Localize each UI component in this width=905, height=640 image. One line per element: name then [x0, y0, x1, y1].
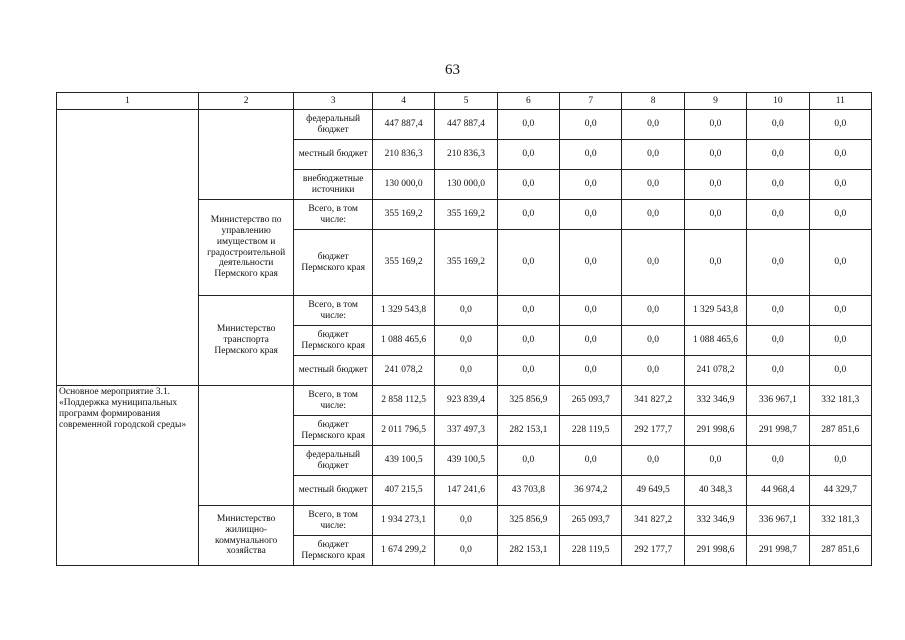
amount-cell: 0,0	[497, 230, 559, 296]
funding-source-cell: бюджет Пермского края	[294, 230, 372, 296]
amount-cell: 44 968,4	[747, 476, 809, 506]
amount-cell: 0,0	[560, 200, 622, 230]
executor-cell	[198, 386, 294, 506]
amount-cell: 0,0	[560, 446, 622, 476]
amount-cell: 291 998,6	[684, 536, 746, 566]
funding-source-cell: федеральный бюджет	[294, 446, 372, 476]
amount-cell: 0,0	[560, 170, 622, 200]
funding-source-cell: Всего, в том числе:	[294, 200, 372, 230]
amount-cell: 0,0	[809, 326, 871, 356]
header-cell: 10	[747, 93, 809, 110]
funding-source-cell: Всего, в том числе:	[294, 506, 372, 536]
amount-cell: 341 827,2	[622, 506, 684, 536]
amount-cell: 0,0	[809, 170, 871, 200]
executor-cell: Министерство жилищно-коммунального хозяйства	[198, 506, 294, 566]
amount-cell: 0,0	[747, 200, 809, 230]
amount-cell: 291 998,7	[747, 416, 809, 446]
amount-cell: 0,0	[622, 200, 684, 230]
table-row	[57, 110, 872, 140]
amount-cell: 0,0	[747, 446, 809, 476]
amount-cell: 0,0	[622, 140, 684, 170]
amount-cell: 355 169,2	[372, 230, 434, 296]
header-cell: 9	[684, 93, 746, 110]
amount-cell: 0,0	[622, 170, 684, 200]
executor-cell	[198, 110, 294, 200]
amount-cell: 0,0	[809, 230, 871, 296]
amount-cell: 0,0	[560, 326, 622, 356]
amount-cell: 0,0	[684, 140, 746, 170]
amount-cell: 130 000,0	[435, 170, 497, 200]
amount-cell: 40 348,3	[684, 476, 746, 506]
amount-cell: 0,0	[497, 326, 559, 356]
amount-cell: 228 119,5	[560, 536, 622, 566]
amount-cell: 1 674 299,2	[372, 536, 434, 566]
amount-cell: 355 169,2	[372, 200, 434, 230]
header-cell: 1	[57, 93, 199, 110]
executor-cell: Министерство по управлению имуществом и градостроительной деятельности Пермского края	[198, 200, 294, 296]
amount-cell: 0,0	[497, 446, 559, 476]
amount-cell: 355 169,2	[435, 230, 497, 296]
amount-cell: 0,0	[622, 230, 684, 296]
amount-cell: 0,0	[747, 110, 809, 140]
amount-cell: 0,0	[622, 296, 684, 326]
amount-cell: 0,0	[435, 506, 497, 536]
funding-source-cell: внебюджетные источники	[294, 170, 372, 200]
funding-source-cell: местный бюджет	[294, 356, 372, 386]
amount-cell: 0,0	[560, 110, 622, 140]
amount-cell: 292 177,7	[622, 536, 684, 566]
amount-cell: 0,0	[560, 140, 622, 170]
amount-cell: 0,0	[747, 140, 809, 170]
amount-cell: 337 497,3	[435, 416, 497, 446]
amount-cell: 0,0	[497, 170, 559, 200]
funding-source-cell: федеральный бюджет	[294, 110, 372, 140]
amount-cell: 0,0	[809, 200, 871, 230]
amount-cell: 292 177,7	[622, 416, 684, 446]
amount-cell: 332 346,9	[684, 506, 746, 536]
amount-cell: 0,0	[747, 170, 809, 200]
amount-cell: 0,0	[809, 356, 871, 386]
amount-cell: 0,0	[497, 296, 559, 326]
amount-cell: 2 858 112,5	[372, 386, 434, 416]
header-cell: 8	[622, 93, 684, 110]
amount-cell: 355 169,2	[435, 200, 497, 230]
page-number: 63	[445, 62, 460, 78]
amount-cell: 0,0	[435, 356, 497, 386]
amount-cell: 210 836,3	[372, 140, 434, 170]
amount-cell: 287 851,6	[809, 536, 871, 566]
amount-cell: 407 215,5	[372, 476, 434, 506]
amount-cell: 332 346,9	[684, 386, 746, 416]
amount-cell: 0,0	[560, 356, 622, 386]
amount-cell: 1 934 273,1	[372, 506, 434, 536]
amount-cell: 36 974,2	[560, 476, 622, 506]
header-cell: 6	[497, 93, 559, 110]
amount-cell: 0,0	[622, 356, 684, 386]
amount-cell: 282 153,1	[497, 536, 559, 566]
amount-cell: 210 836,3	[435, 140, 497, 170]
executor-cell: Министерство транспорта Пермского края	[198, 296, 294, 386]
funding-source-cell: бюджет Пермского края	[294, 416, 372, 446]
header-cell: 5	[435, 93, 497, 110]
amount-cell: 265 093,7	[560, 506, 622, 536]
header-cell: 3	[294, 93, 372, 110]
amount-cell: 291 998,6	[684, 416, 746, 446]
amount-cell: 0,0	[809, 140, 871, 170]
amount-cell: 291 998,7	[747, 536, 809, 566]
amount-cell: 439 100,5	[435, 446, 497, 476]
amount-cell: 447 887,4	[435, 110, 497, 140]
header-cell: 7	[560, 93, 622, 110]
amount-cell: 265 093,7	[560, 386, 622, 416]
amount-cell: 0,0	[684, 230, 746, 296]
table-row	[57, 386, 872, 416]
funding-source-cell: бюджет Пермского края	[294, 326, 372, 356]
amount-cell: 0,0	[809, 296, 871, 326]
amount-cell: 0,0	[560, 230, 622, 296]
amount-cell: 130 000,0	[372, 170, 434, 200]
amount-cell: 325 856,9	[497, 506, 559, 536]
amount-cell: 325 856,9	[497, 386, 559, 416]
amount-cell: 0,0	[684, 446, 746, 476]
amount-cell: 0,0	[497, 356, 559, 386]
amount-cell: 228 119,5	[560, 416, 622, 446]
amount-cell: 0,0	[809, 446, 871, 476]
amount-cell: 0,0	[497, 140, 559, 170]
amount-cell: 0,0	[435, 536, 497, 566]
amount-cell: 0,0	[684, 110, 746, 140]
amount-cell: 0,0	[560, 296, 622, 326]
funding-source-cell: бюджет Пермского края	[294, 536, 372, 566]
amount-cell: 0,0	[622, 110, 684, 140]
amount-cell: 0,0	[747, 230, 809, 296]
amount-cell: 0,0	[622, 446, 684, 476]
amount-cell: 1 088 465,6	[372, 326, 434, 356]
amount-cell: 0,0	[497, 200, 559, 230]
amount-cell: 2 011 796,5	[372, 416, 434, 446]
amount-cell: 341 827,2	[622, 386, 684, 416]
amount-cell: 1 329 543,8	[684, 296, 746, 326]
table-body	[57, 110, 872, 566]
amount-cell: 0,0	[809, 110, 871, 140]
amount-cell: 0,0	[747, 326, 809, 356]
amount-cell: 0,0	[684, 200, 746, 230]
amount-cell: 439 100,5	[372, 446, 434, 476]
amount-cell: 44 329,7	[809, 476, 871, 506]
amount-cell: 282 153,1	[497, 416, 559, 446]
header-cell: 11	[809, 93, 871, 110]
activity-cell	[57, 110, 199, 386]
amount-cell: 49 649,5	[622, 476, 684, 506]
funding-source-cell: Всего, в том числе:	[294, 296, 372, 326]
amount-cell: 1 329 543,8	[372, 296, 434, 326]
budget-table	[56, 92, 872, 566]
amount-cell: 923 839,4	[435, 386, 497, 416]
activity-cell: Основное мероприятие 3.1. «Поддержка муниципальных программ формирования современной городской среды»	[57, 386, 199, 566]
amount-cell: 0,0	[747, 356, 809, 386]
amount-cell: 447 887,4	[372, 110, 434, 140]
amount-cell: 1 088 465,6	[684, 326, 746, 356]
amount-cell: 336 967,1	[747, 506, 809, 536]
funding-source-cell: местный бюджет	[294, 476, 372, 506]
amount-cell: 0,0	[497, 110, 559, 140]
amount-cell: 332 181,3	[809, 386, 871, 416]
amount-cell: 287 851,6	[809, 416, 871, 446]
amount-cell: 241 078,2	[372, 356, 434, 386]
amount-cell: 241 078,2	[684, 356, 746, 386]
header-cell: 4	[372, 93, 434, 110]
amount-cell: 0,0	[435, 326, 497, 356]
header-row	[57, 93, 872, 110]
amount-cell: 332 181,3	[809, 506, 871, 536]
header-cell: 2	[198, 93, 294, 110]
amount-cell: 147 241,6	[435, 476, 497, 506]
funding-source-cell: местный бюджет	[294, 140, 372, 170]
funding-source-cell: Всего, в том числе:	[294, 386, 372, 416]
amount-cell: 0,0	[684, 170, 746, 200]
amount-cell: 43 703,8	[497, 476, 559, 506]
amount-cell: 0,0	[622, 326, 684, 356]
amount-cell: 0,0	[747, 296, 809, 326]
amount-cell: 336 967,1	[747, 386, 809, 416]
amount-cell: 0,0	[435, 296, 497, 326]
